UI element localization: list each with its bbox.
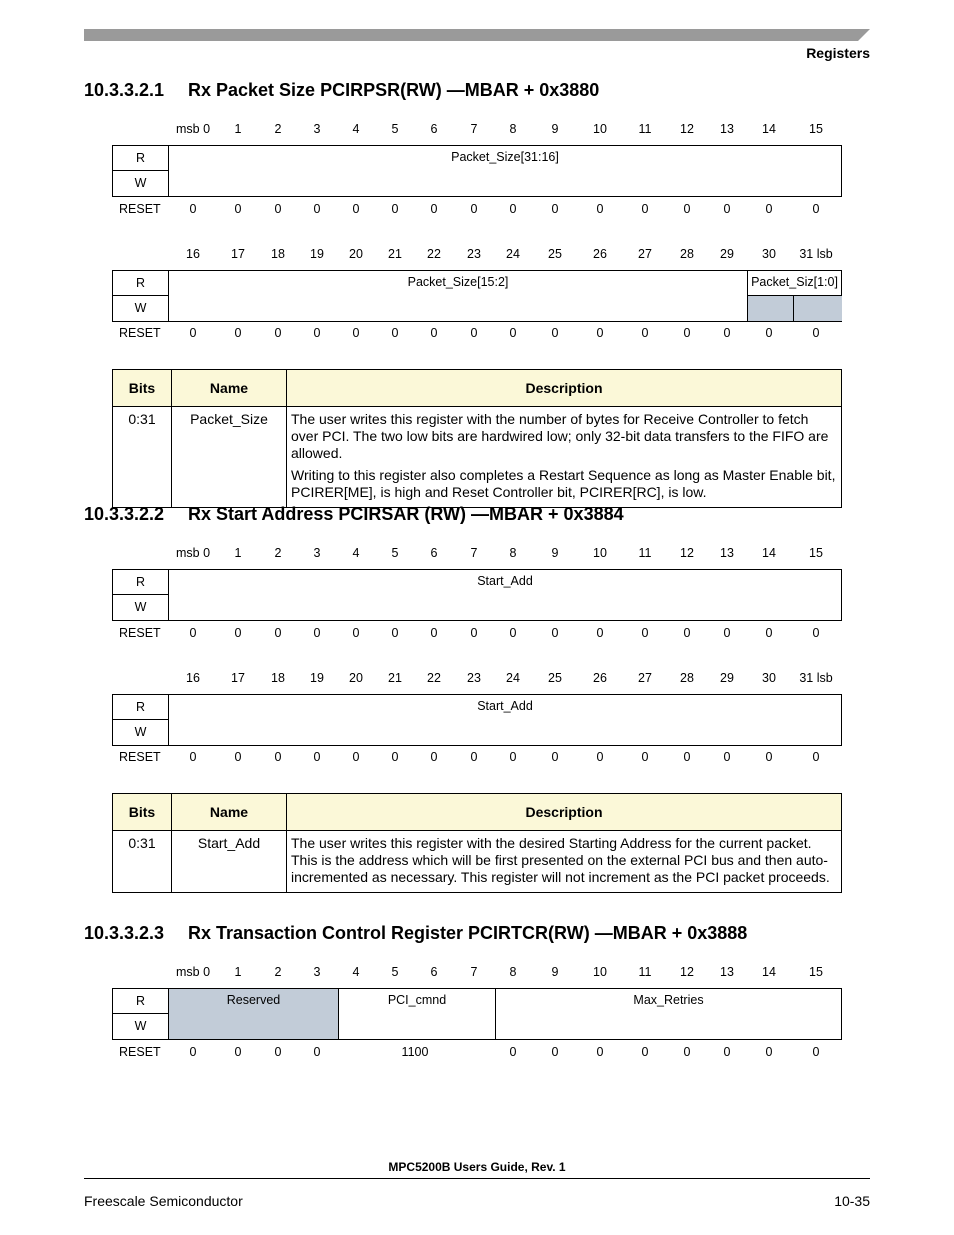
write-row-label: W [113, 171, 169, 196]
col-header-name: Name [172, 794, 287, 831]
bit-number: 27 [638, 671, 652, 685]
bit-number: 22 [427, 247, 441, 261]
bit-number: 8 [509, 965, 517, 979]
reset-value: 0 [234, 326, 242, 340]
reset-value: 0 [596, 626, 604, 640]
reset-value: 0 [551, 626, 559, 640]
section-heading-1 [84, 80, 599, 101]
bit-number: 4 [352, 122, 360, 136]
bit-number: 16 [186, 671, 200, 685]
bit-number: 12 [680, 122, 694, 136]
reset-value: 0 [812, 750, 820, 764]
reset-value: 0 [189, 202, 197, 216]
bit-number: 9 [551, 122, 559, 136]
bit-number: 16 [186, 247, 200, 261]
bit-number: 21 [388, 247, 402, 261]
bit-number: 12 [680, 546, 694, 560]
bit-number: 5 [391, 122, 399, 136]
bit-number: 2 [274, 965, 282, 979]
reserved-cell [748, 296, 793, 321]
register-diagram [112, 988, 842, 1040]
reset-value: 0 [189, 750, 197, 764]
bit-number: 18 [271, 247, 285, 261]
register-diagram [112, 694, 842, 746]
bit-number: 23 [467, 671, 481, 685]
bit-number: 10 [593, 546, 607, 560]
footer-company: Freescale Semiconductor [84, 1193, 243, 1209]
reset-value: 0 [274, 750, 282, 764]
section-number: 10.3.3.2.3 [84, 923, 165, 943]
reset-value: 0 [683, 202, 691, 216]
bit-number: 27 [638, 247, 652, 261]
reset-value: 0 [765, 1045, 773, 1059]
bit-number: 7 [470, 546, 478, 560]
reset-value: 0 [596, 202, 604, 216]
reset-value: 0 [509, 202, 517, 216]
reset-value: 0 [430, 626, 438, 640]
write-row-label: W [113, 720, 169, 745]
reset-value: 0 [812, 1045, 820, 1059]
bit-number: 28 [680, 247, 694, 261]
bit-number: 11 [638, 546, 652, 560]
running-header: Registers [806, 45, 870, 61]
reset-value: 0 [234, 1045, 242, 1059]
reset-value: 0 [430, 750, 438, 764]
bit-number: 6 [430, 546, 438, 560]
bit-number: 25 [548, 247, 562, 261]
reset-value: 0 [234, 626, 242, 640]
field-max-retries: Max_Retries [495, 989, 841, 1039]
bit-number: msb 0 [175, 965, 211, 979]
bit-number: 13 [720, 546, 734, 560]
field-packet-size-high: Packet_Size[31:16] [451, 150, 559, 164]
bit-number: 7 [470, 122, 478, 136]
reset-value: 0 [723, 326, 731, 340]
reset-value: 0 [596, 750, 604, 764]
reset-value: 0 [189, 626, 197, 640]
reset-value: 0 [189, 326, 197, 340]
bit-number: 18 [271, 671, 285, 685]
reset-value: 0 [723, 626, 731, 640]
reset-value: 0 [812, 202, 820, 216]
table-row [113, 831, 842, 893]
cell-description [287, 831, 842, 893]
write-row-label: W [113, 595, 169, 620]
reset-value: 0 [551, 326, 559, 340]
field-packet-size-low-label: Packet_Siz[1:0] [748, 271, 841, 296]
reset-value: 0 [641, 750, 649, 764]
reset-label: RESET [119, 326, 161, 340]
bit-number: 26 [593, 247, 607, 261]
bit-number: 21 [388, 671, 402, 685]
footer-divider [84, 1178, 870, 1179]
reset-value: 0 [274, 326, 282, 340]
bit-number: 19 [310, 671, 324, 685]
reset-value: 0 [596, 326, 604, 340]
bit-number: 15 [809, 546, 823, 560]
description-paragraph: The user writes this register with the number of bytes for Receive Controller to fetch over PCI. The two low bits are hardwired low; only 32-bit data transfers to the FIFO are allowed. [291, 411, 829, 461]
bit-number: 2 [274, 122, 282, 136]
reset-value: 0 [765, 202, 773, 216]
bit-number: 14 [762, 965, 776, 979]
reset-value: 0 [234, 202, 242, 216]
reset-value: 0 [641, 1045, 649, 1059]
reset-label: RESET [119, 202, 161, 216]
bit-number: 31 lsb [799, 247, 833, 261]
reset-value: 0 [430, 326, 438, 340]
bit-number: 25 [548, 671, 562, 685]
section-heading-2 [84, 504, 624, 525]
reset-value: 0 [274, 202, 282, 216]
reset-value: 0 [313, 326, 321, 340]
bit-number: 31 lsb [799, 671, 833, 685]
read-row-label: R [113, 570, 169, 595]
reset-value: 0 [313, 626, 321, 640]
bit-number: 24 [506, 671, 520, 685]
bit-number: 30 [762, 247, 776, 261]
reset-value: 0 [765, 750, 773, 764]
reset-value: 0 [509, 1045, 517, 1059]
bit-number: 1 [234, 546, 242, 560]
reset-value: 0 [641, 202, 649, 216]
bit-number: 8 [509, 122, 517, 136]
bit-number: 3 [313, 546, 321, 560]
write-row-label: W [113, 1014, 169, 1039]
reset-value: 0 [313, 750, 321, 764]
bit-number: 12 [680, 965, 694, 979]
section-number: 10.3.3.2.2 [84, 504, 165, 524]
reset-value: 0 [683, 750, 691, 764]
reset-value: 0 [551, 750, 559, 764]
bit-number: 3 [313, 965, 321, 979]
bit-number: 14 [762, 122, 776, 136]
reset-label: RESET [119, 626, 161, 640]
reset-value: 0 [812, 626, 820, 640]
bit-number: 15 [809, 122, 823, 136]
reset-value: 0 [812, 326, 820, 340]
reset-value: 0 [234, 750, 242, 764]
register-diagram [112, 145, 842, 197]
reset-value: 0 [274, 626, 282, 640]
col-header-description: Description [287, 794, 842, 831]
reset-value: 0 [551, 202, 559, 216]
reset-value: 0 [470, 326, 478, 340]
reset-value: 0 [551, 1045, 559, 1059]
reset-value: 0 [470, 626, 478, 640]
reset-value: 0 [723, 750, 731, 764]
reset-value: 0 [765, 626, 773, 640]
col-header-name: Name [172, 370, 287, 407]
bit-number: 23 [467, 247, 481, 261]
reset-value: 0 [352, 626, 360, 640]
description-paragraph: The user writes this register with the desired Starting Address for the current packet. This is the address which will be first presented on the external PCI bus and then auto-incremented as necessary. This register will not increment as the PCI packet proceeds. [291, 835, 830, 885]
bit-number: 2 [274, 546, 282, 560]
cell-bits: 0:31 [113, 407, 172, 508]
bit-number: 6 [430, 965, 438, 979]
bit-number: 6 [430, 122, 438, 136]
field-start-add-low: Start_Add [477, 699, 533, 713]
bit-number: 24 [506, 247, 520, 261]
read-row-label: R [113, 146, 169, 171]
reset-value: 0 [509, 626, 517, 640]
bit-number: 5 [391, 965, 399, 979]
reset-value: 0 [470, 750, 478, 764]
reset-value: 0 [391, 750, 399, 764]
bit-number: 1 [234, 965, 242, 979]
reset-value: 0 [765, 326, 773, 340]
reset-value: 0 [189, 1045, 197, 1059]
description-paragraph: Writing to this register also completes a Restart Sequence as long as Master Enable bit, PCIRER[ME], is high and Reset Controller bit, PCIRER[RC], is low. [291, 467, 836, 500]
footer-page-number: 10-35 [834, 1193, 870, 1209]
table-row [113, 407, 842, 508]
bit-number: 28 [680, 671, 694, 685]
cell-name: Start_Add [172, 831, 287, 893]
field-description-table [112, 793, 842, 893]
bit-number: 11 [638, 965, 652, 979]
reset-label: RESET [119, 1045, 161, 1059]
reset-value: 0 [352, 326, 360, 340]
write-row-label: W [113, 296, 169, 321]
read-row-label: R [113, 989, 169, 1014]
reset-value: 0 [641, 626, 649, 640]
field-pci-cmnd: PCI_cmnd [338, 989, 495, 1039]
reset-value: 0 [391, 626, 399, 640]
cell-description [287, 407, 842, 508]
reset-value: 0 [352, 750, 360, 764]
bit-number: 29 [720, 671, 734, 685]
reset-value: 0 [313, 202, 321, 216]
bit-number: 17 [231, 247, 245, 261]
bit-number: 15 [809, 965, 823, 979]
col-header-description: Description [287, 370, 842, 407]
section-title: Rx Transaction Control Register PCIRTCR(RW) —MBAR + 0x3888 [188, 923, 748, 943]
reset-value: 0 [641, 326, 649, 340]
header-bar [84, 29, 870, 41]
reset-value: 0 [352, 202, 360, 216]
bit-number: 11 [638, 122, 652, 136]
bit-number: 4 [352, 546, 360, 560]
reserved-cell [793, 296, 842, 321]
bit-number: 13 [720, 965, 734, 979]
bit-number: 10 [593, 965, 607, 979]
reset-value: 0 [683, 626, 691, 640]
bit-number: 3 [313, 122, 321, 136]
bit-number: 29 [720, 247, 734, 261]
section-heading-3 [84, 923, 747, 944]
section-title: Rx Start Address PCIRSAR (RW) —MBAR + 0x3884 [188, 504, 624, 524]
bit-number: msb 0 [175, 122, 211, 136]
bit-number: 7 [470, 965, 478, 979]
bit-number: 13 [720, 122, 734, 136]
bit-number: 17 [231, 671, 245, 685]
field-packet-size-low [747, 271, 841, 321]
reset-value: 0 [509, 750, 517, 764]
reset-value: 0 [683, 326, 691, 340]
cell-name: Packet_Size [172, 407, 287, 508]
bit-number: msb 0 [175, 546, 211, 560]
reset-value: 0 [274, 1045, 282, 1059]
bit-number: 20 [349, 247, 363, 261]
bit-number: 19 [310, 247, 324, 261]
field-reserved: Reserved [169, 989, 338, 1039]
bit-number: 8 [509, 546, 517, 560]
reset-value: 0 [430, 202, 438, 216]
bit-number: 20 [349, 671, 363, 685]
reset-label: RESET [119, 750, 161, 764]
bit-number: 26 [593, 671, 607, 685]
read-row-label: R [113, 695, 169, 720]
bit-number: 9 [551, 965, 559, 979]
bit-number: 10 [593, 122, 607, 136]
reset-value: 0 [723, 202, 731, 216]
read-row-label: R [113, 271, 169, 296]
bit-number: 30 [762, 671, 776, 685]
field-packet-size-mid: Packet_Size[15:2] [407, 275, 509, 289]
bit-number: 14 [762, 546, 776, 560]
bit-number: 4 [352, 965, 360, 979]
col-header-bits: Bits [113, 370, 172, 407]
register-diagram [112, 270, 842, 322]
field-start-add-high: Start_Add [477, 574, 533, 588]
bit-number: 1 [234, 122, 242, 136]
col-header-bits: Bits [113, 794, 172, 831]
reset-value: 0 [683, 1045, 691, 1059]
reset-value: 0 [509, 326, 517, 340]
reset-value: 0 [723, 1045, 731, 1059]
bit-number: 9 [551, 546, 559, 560]
section-title: Rx Packet Size PCIRPSR(RW) —MBAR + 0x3880 [188, 80, 600, 100]
bit-number: 5 [391, 546, 399, 560]
reset-value: 0 [391, 326, 399, 340]
reset-value: 1100 [401, 1045, 429, 1059]
reset-value: 0 [391, 202, 399, 216]
bit-number: 22 [427, 671, 441, 685]
register-diagram [112, 569, 842, 621]
reset-value: 0 [470, 202, 478, 216]
section-number: 10.3.3.2.1 [84, 80, 165, 100]
footer-guide-title: MPC5200B Users Guide, Rev. 1 [388, 1160, 566, 1174]
reset-value: 0 [313, 1045, 321, 1059]
field-description-table [112, 369, 842, 508]
reset-value: 0 [596, 1045, 604, 1059]
cell-bits: 0:31 [113, 831, 172, 893]
